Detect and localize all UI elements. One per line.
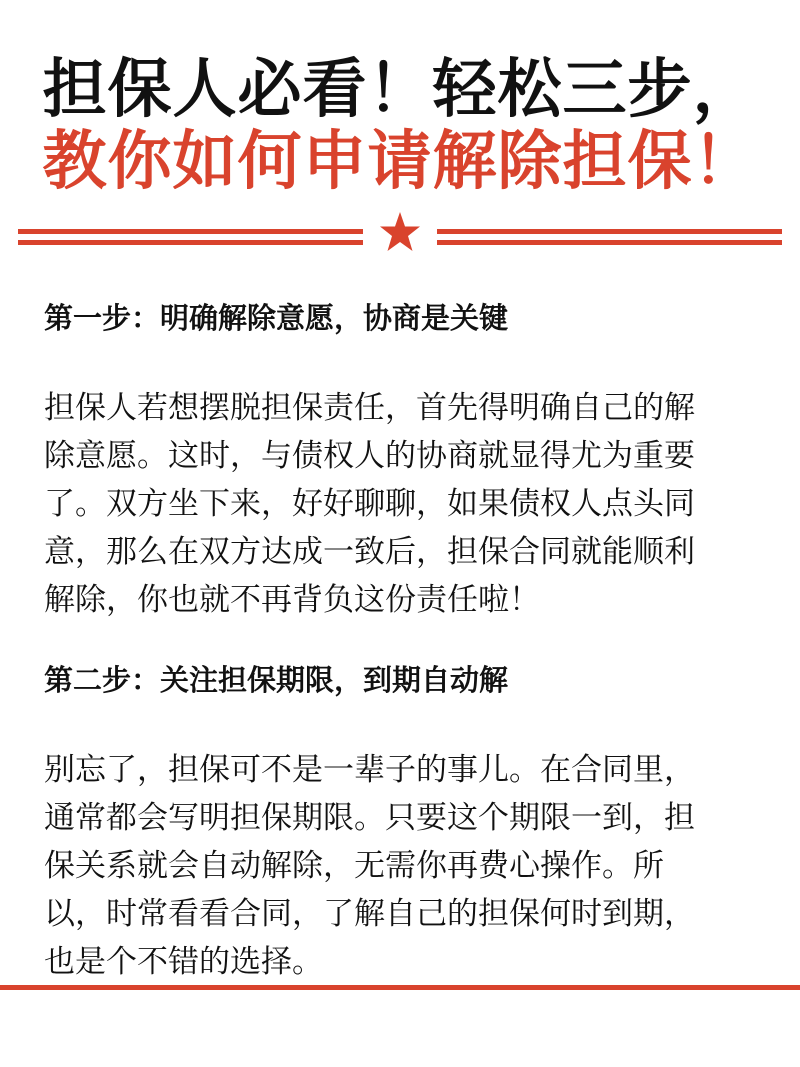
paragraph-line: 意，那么在双方达成一致后，担保合同就能顺利 xyxy=(44,534,695,570)
paragraph-line: 除意愿。这时，与债权人的协商就显得尤为重要 xyxy=(44,438,695,474)
divider-rule-left-bottom xyxy=(18,240,363,245)
paragraph-line: 解除，你也就不再背负这份责任啦！ xyxy=(44,582,540,618)
paragraph-line: 通常都会写明担保期限。只要这个期限一到，担 xyxy=(44,800,695,836)
title-line-1: 担保人必看！轻松三步， xyxy=(42,52,758,127)
title-line-2: 教你如何申请解除担保！ xyxy=(42,124,758,199)
step-1-heading: 第一步：明确解除意愿，协商是关键 xyxy=(44,301,509,335)
divider-rule-right-bottom xyxy=(437,240,782,245)
paragraph-line: 也是个不错的选择。 xyxy=(44,944,323,980)
divider-rule-right-top xyxy=(437,229,782,234)
paragraph-line: 以，时常看看合同，了解自己的担保何时到期， xyxy=(44,896,695,932)
paragraph-line: 别忘了，担保可不是一辈子的事儿。在合同里， xyxy=(44,752,695,788)
divider-rule-left-top xyxy=(18,229,363,234)
step-2-heading: 第二步：关注担保期限，到期自动解 xyxy=(44,663,509,697)
paragraph-line: 保关系就会自动解除，无需你再费心操作。所 xyxy=(44,848,664,884)
paragraph-line: 担保人若想摆脱担保责任，首先得明确自己的解 xyxy=(44,390,695,426)
star-icon xyxy=(378,210,422,254)
paragraph-line: 了。双方坐下来，好好聊聊，如果债权人点头同 xyxy=(44,486,695,522)
bottom-divider xyxy=(0,985,800,990)
step-1-paragraph xyxy=(44,384,704,624)
step-2-paragraph xyxy=(44,746,704,986)
